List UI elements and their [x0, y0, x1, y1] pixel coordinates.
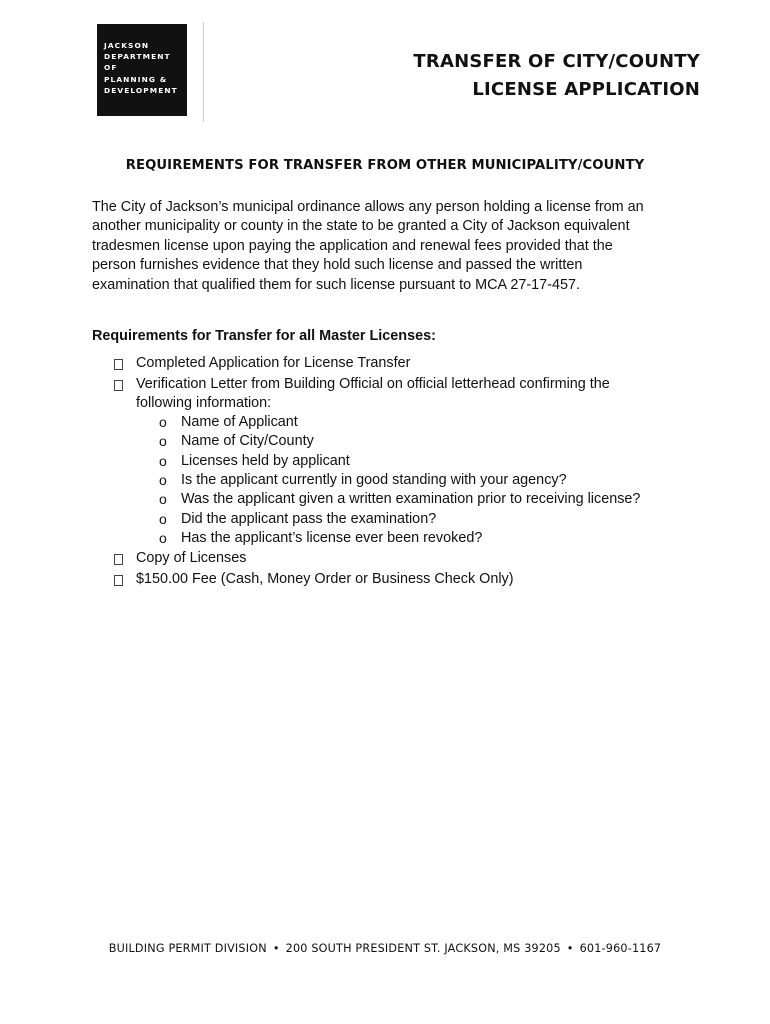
checkbox-icon: [114, 380, 123, 391]
intro-line: tradesmen license upon paying the application and renewal fees provided that the: [92, 237, 613, 254]
logo-line-2: DEPARTMENT: [104, 52, 171, 62]
department-logo: [97, 24, 187, 116]
footer-separator: •: [272, 942, 280, 955]
circle-bullet-icon: o: [159, 453, 167, 469]
circle-bullet-icon: o: [159, 491, 167, 507]
checkbox-icon: [114, 575, 123, 586]
sub-list-item-text: Was the applicant given a written examination prior to receiving license?: [181, 491, 641, 507]
intro-line: examination that qualified them for such license pursuant to MCA 27-17-457.: [92, 276, 580, 293]
page-footer: [0, 942, 770, 955]
title-line-1: TRANSFER OF CITY/COUNTY: [413, 51, 700, 72]
intro-line: another municipality or county in the state to be granted a City of Jackson equivalent: [92, 218, 630, 235]
sub-list-item-text: Did the applicant pass the examination?: [181, 511, 437, 527]
logo-line-1: JACKSON: [104, 41, 150, 50]
logo-line-3: OF: [104, 63, 118, 73]
checkbox-icon: [114, 554, 123, 565]
footer-separator: •: [566, 942, 574, 955]
circle-bullet-icon: o: [159, 530, 167, 546]
intro-line: The City of Jackson’s municipal ordinance allows any person holding a license from an: [92, 199, 644, 215]
sub-list-item-text: Licenses held by applicant: [181, 453, 350, 469]
circle-bullet-icon: o: [159, 433, 167, 449]
intro-line: person furnishes evidence that they hold such license and passed the written: [92, 257, 583, 274]
sub-list-item-text: Name of Applicant: [181, 414, 298, 430]
list-item-text: Verification Letter from Building Official on official letterhead confirming the: [136, 376, 610, 392]
footer-phone: 601-960-1167: [579, 942, 662, 955]
intro-paragraph: [92, 198, 702, 295]
checkbox-icon: [114, 359, 123, 370]
footer-division: BUILDING PERMIT DIVISION: [108, 942, 267, 955]
list-item-text: Completed Application for License Transfer: [136, 355, 411, 371]
sub-list-item-text: Name of City/County: [181, 433, 314, 449]
title-line-2: LICENSE APPLICATION: [472, 79, 700, 100]
circle-bullet-icon: o: [159, 414, 167, 430]
list-item-text: $150.00 Fee (Cash, Money Order or Business Check Only): [136, 571, 514, 587]
document-title: [413, 48, 700, 104]
circle-bullet-icon: o: [159, 472, 167, 488]
list-item-text: Copy of Licenses: [136, 550, 247, 566]
header-divider: [203, 22, 204, 122]
sub-list-item-text: Has the applicant’s license ever been revoked?: [181, 530, 483, 546]
footer-address: 200 SOUTH PRESIDENT ST. JACKSON, MS 39205: [285, 942, 561, 955]
requirements-heading: Requirements for Transfer for all Master Licenses:: [92, 328, 436, 344]
circle-bullet-icon: o: [159, 511, 167, 527]
section-heading: REQUIREMENTS FOR TRANSFER FROM OTHER MUNICIPALITY/COUNTY: [125, 158, 645, 173]
logo-line-5: DEVELOPMENT: [104, 85, 178, 95]
logo-line-4: PLANNING &: [104, 74, 168, 84]
sub-list-item-text: Is the applicant currently in good standing with your agency?: [181, 472, 567, 488]
list-item-text: following information:: [136, 395, 272, 411]
